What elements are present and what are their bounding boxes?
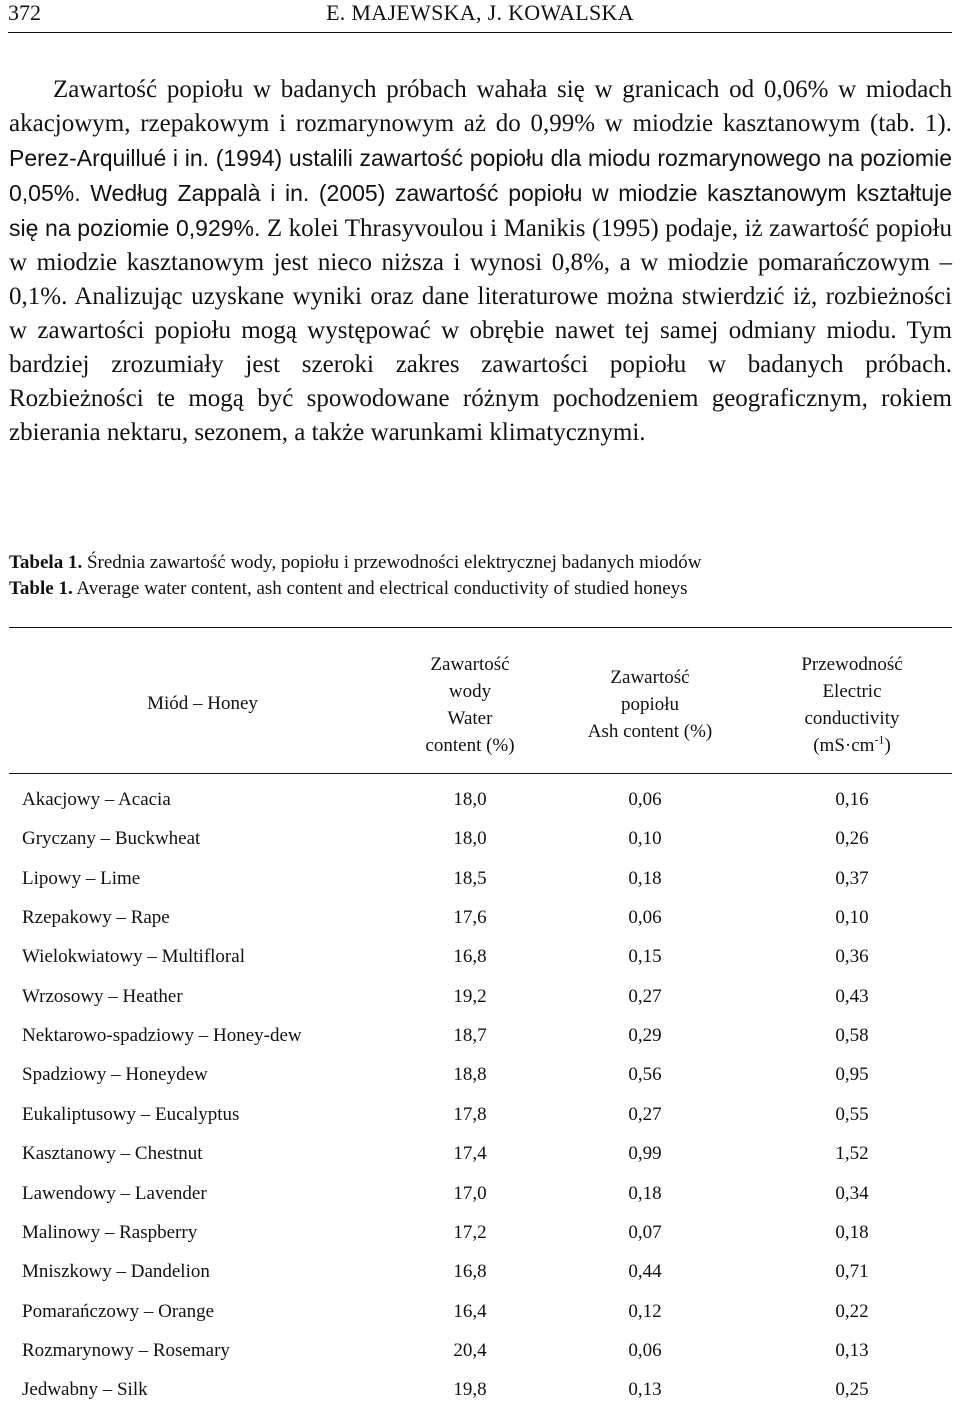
table-caption-en [9,577,952,601]
cell-water: 16,8 [453,946,487,968]
header-line: Ash content (%) [587,721,713,742]
cell-conductivity: 0,18 [835,1221,869,1243]
cell-honey: Nektarowo-spadziowy – Honey-dew [22,1025,302,1047]
table-row [0,786,960,814]
table-row [0,1376,960,1404]
cell-honey: Rozmarynowy – Rosemary [22,1339,230,1361]
cell-water: 17,2 [453,1221,487,1243]
table-row [0,983,960,1011]
cell-ash: 0,12 [628,1300,662,1322]
cell-water: 18,8 [453,1064,487,1086]
cell-honey: Pomarańczowy – Orange [22,1300,215,1322]
cell-conductivity: 0,95 [835,1064,869,1086]
cell-honey: Kasztanowy – Chestnut [22,1143,203,1165]
paragraph-part-3: Z kolei Thrasyvoulou i Manikis (1995) podaje, iż zawartość popiołu w miodzie kasztanowym jest nieco niższa i wynosi 0,8%, a w miodzie pomarańczowym – 0,1%. Analizując uzyskane wyniki oraz dane literaturowe można stwierdzić iż, rozbieżności w zawartości popiołu mogą występować w obrębie nawet tej samej odmiany miodu. Tym bardziej zrozumiały jest szeroki zakres zawartości popiołu w badanych próbach. Rozbieżności te mogą być spowodowane różnym pochodzeniem geograficznym, rokiem zbierania nektaru, sezonem, a także warunkami klimatycznymi. [9,215,952,446]
header-rule [8,32,952,33]
header-line: Electric [822,681,882,702]
unit-exponent: -1 [874,732,885,747]
table-row [0,1101,960,1129]
cell-honey: Mniszkowy – Dandelion [22,1261,210,1283]
cell-water: 17,6 [453,907,487,929]
table-row [0,1298,960,1326]
running-authors: E. MAJEWSKA, J. KOWALSKA [326,0,634,25]
table-row [0,943,960,971]
cell-water: 17,8 [453,1103,487,1125]
header-line: Zawartość [430,654,510,675]
header-line: popiołu [620,694,680,715]
header-line: Zawartość [610,667,690,688]
table-top-rule [9,627,952,628]
cell-water: 18,0 [453,789,487,810]
cell-water: 17,0 [453,1182,487,1204]
unit-text: (mS·cm [813,735,875,756]
cell-honey: Lipowy – Lime [22,867,141,889]
cell-conductivity: 0,58 [835,1025,869,1047]
cell-honey: Spadziowy – Honeydew [22,1064,208,1086]
cell-ash: 0,56 [628,1064,662,1086]
cell-conductivity: 0,13 [835,1339,869,1361]
cell-honey: Malinowy – Raspberry [22,1221,198,1243]
table-row [0,1061,960,1089]
cell-ash: 0,10 [628,828,662,850]
caption-label-en: Table 1. [9,578,73,599]
paragraph [9,73,952,450]
cell-conductivity: 0,36 [835,946,869,968]
paragraph-part-1: Zawartość popiołu w badanych próbach wahała się w granicach od 0,06% w miodach akacjowym, rzepakowym i rozmarynowym aż do 0,99% w miodzie kasztanowym (tab. 1). [9,76,952,137]
unit-close: ) [884,735,891,756]
cell-ash: 0,06 [628,1339,662,1361]
cell-honey: Lawendowy – Lavender [22,1182,207,1204]
cell-ash: 0,29 [628,1025,662,1047]
cell-honey: Eukaliptusowy – Eucalyptus [22,1103,240,1125]
header-line: wody [448,681,492,702]
cell-water: 20,4 [453,1339,487,1361]
cell-ash: 0,18 [628,867,662,889]
header-line: Water [447,708,493,729]
column-header-ash [555,664,745,745]
table-row [0,1258,960,1286]
cell-honey: Wrzosowy – Heather [22,985,183,1007]
cell-honey: Wielokwiatowy – Multifloral [22,946,245,968]
cell-conductivity: 0,26 [835,828,869,850]
table-header-rule [9,773,952,774]
cell-ash: 0,27 [628,1103,662,1125]
cell-conductivity: 0,37 [835,867,869,889]
header-line-unit [762,732,942,759]
cell-ash: 0,44 [628,1261,662,1283]
caption-label-pl: Tabela 1. [9,552,83,573]
running-header [8,0,952,30]
header-line: conductivity [804,708,900,729]
table-row [0,1022,960,1050]
cell-honey: Jedwabny – Silk [22,1379,148,1401]
cell-conductivity: 0,55 [835,1103,869,1125]
cell-water: 18,7 [453,1025,487,1047]
cell-conductivity: 1,52 [835,1143,869,1165]
table-row [0,865,960,893]
body-paragraph [9,73,952,450]
table-row [0,825,960,853]
cell-honey: Akacjowy – Acacia [22,789,171,810]
column-header-conductivity [762,651,942,759]
cell-water: 18,5 [453,867,487,889]
paragraph-part-2: Perez-Arquillué i in. (1994) ustalili zawartość popiołu dla miodu rozmarynowego na poziomie 0,05%. Według Zappalà i in. (2005) zawartość popiołu w miodzie kasztanowym kształtuje się na poziomie 0,929%. [9,145,952,241]
cell-ash: 0,06 [628,907,662,929]
cell-ash: 0,15 [628,946,662,968]
column-header-honey: Miód – Honey [147,693,258,714]
cell-conductivity: 0,16 [835,789,869,810]
header-line: content (%) [425,735,515,756]
header-line: Przewodność [801,654,903,675]
cell-water: 19,8 [453,1379,487,1401]
cell-ash: 0,07 [628,1221,662,1243]
cell-ash: 0,06 [628,789,662,810]
column-header-water [395,651,545,759]
table-row [0,1140,960,1168]
cell-conductivity: 0,25 [835,1379,869,1401]
caption-text-pl: Średnia zawartość wody, popiołu i przewodności elektrycznej badanych miodów [82,552,702,573]
table-row [0,904,960,932]
cell-conductivity: 0,34 [835,1182,869,1204]
table-row [0,1337,960,1365]
cell-conductivity: 0,43 [835,985,869,1007]
cell-ash: 0,27 [628,985,662,1007]
cell-conductivity: 0,71 [835,1261,869,1283]
page-number: 372 [8,0,41,25]
cell-water: 19,2 [453,985,487,1007]
caption-text-en: Average water content, ash content and electrical conductivity of studied honeys [72,578,688,599]
table-row [0,1219,960,1247]
cell-water: 18,0 [453,828,487,850]
cell-conductivity: 0,22 [835,1300,869,1322]
table-row [0,1180,960,1208]
cell-ash: 0,99 [628,1143,662,1165]
cell-water: 16,8 [453,1261,487,1283]
cell-conductivity: 0,10 [835,907,869,929]
cell-water: 16,4 [453,1300,487,1322]
cell-honey: Gryczany – Buckwheat [22,828,201,850]
cell-water: 17,4 [453,1143,487,1165]
cell-ash: 0,18 [628,1182,662,1204]
table-caption-pl [9,551,952,575]
cell-honey: Rzepakowy – Rape [22,907,170,929]
cell-ash: 0,13 [628,1379,662,1401]
